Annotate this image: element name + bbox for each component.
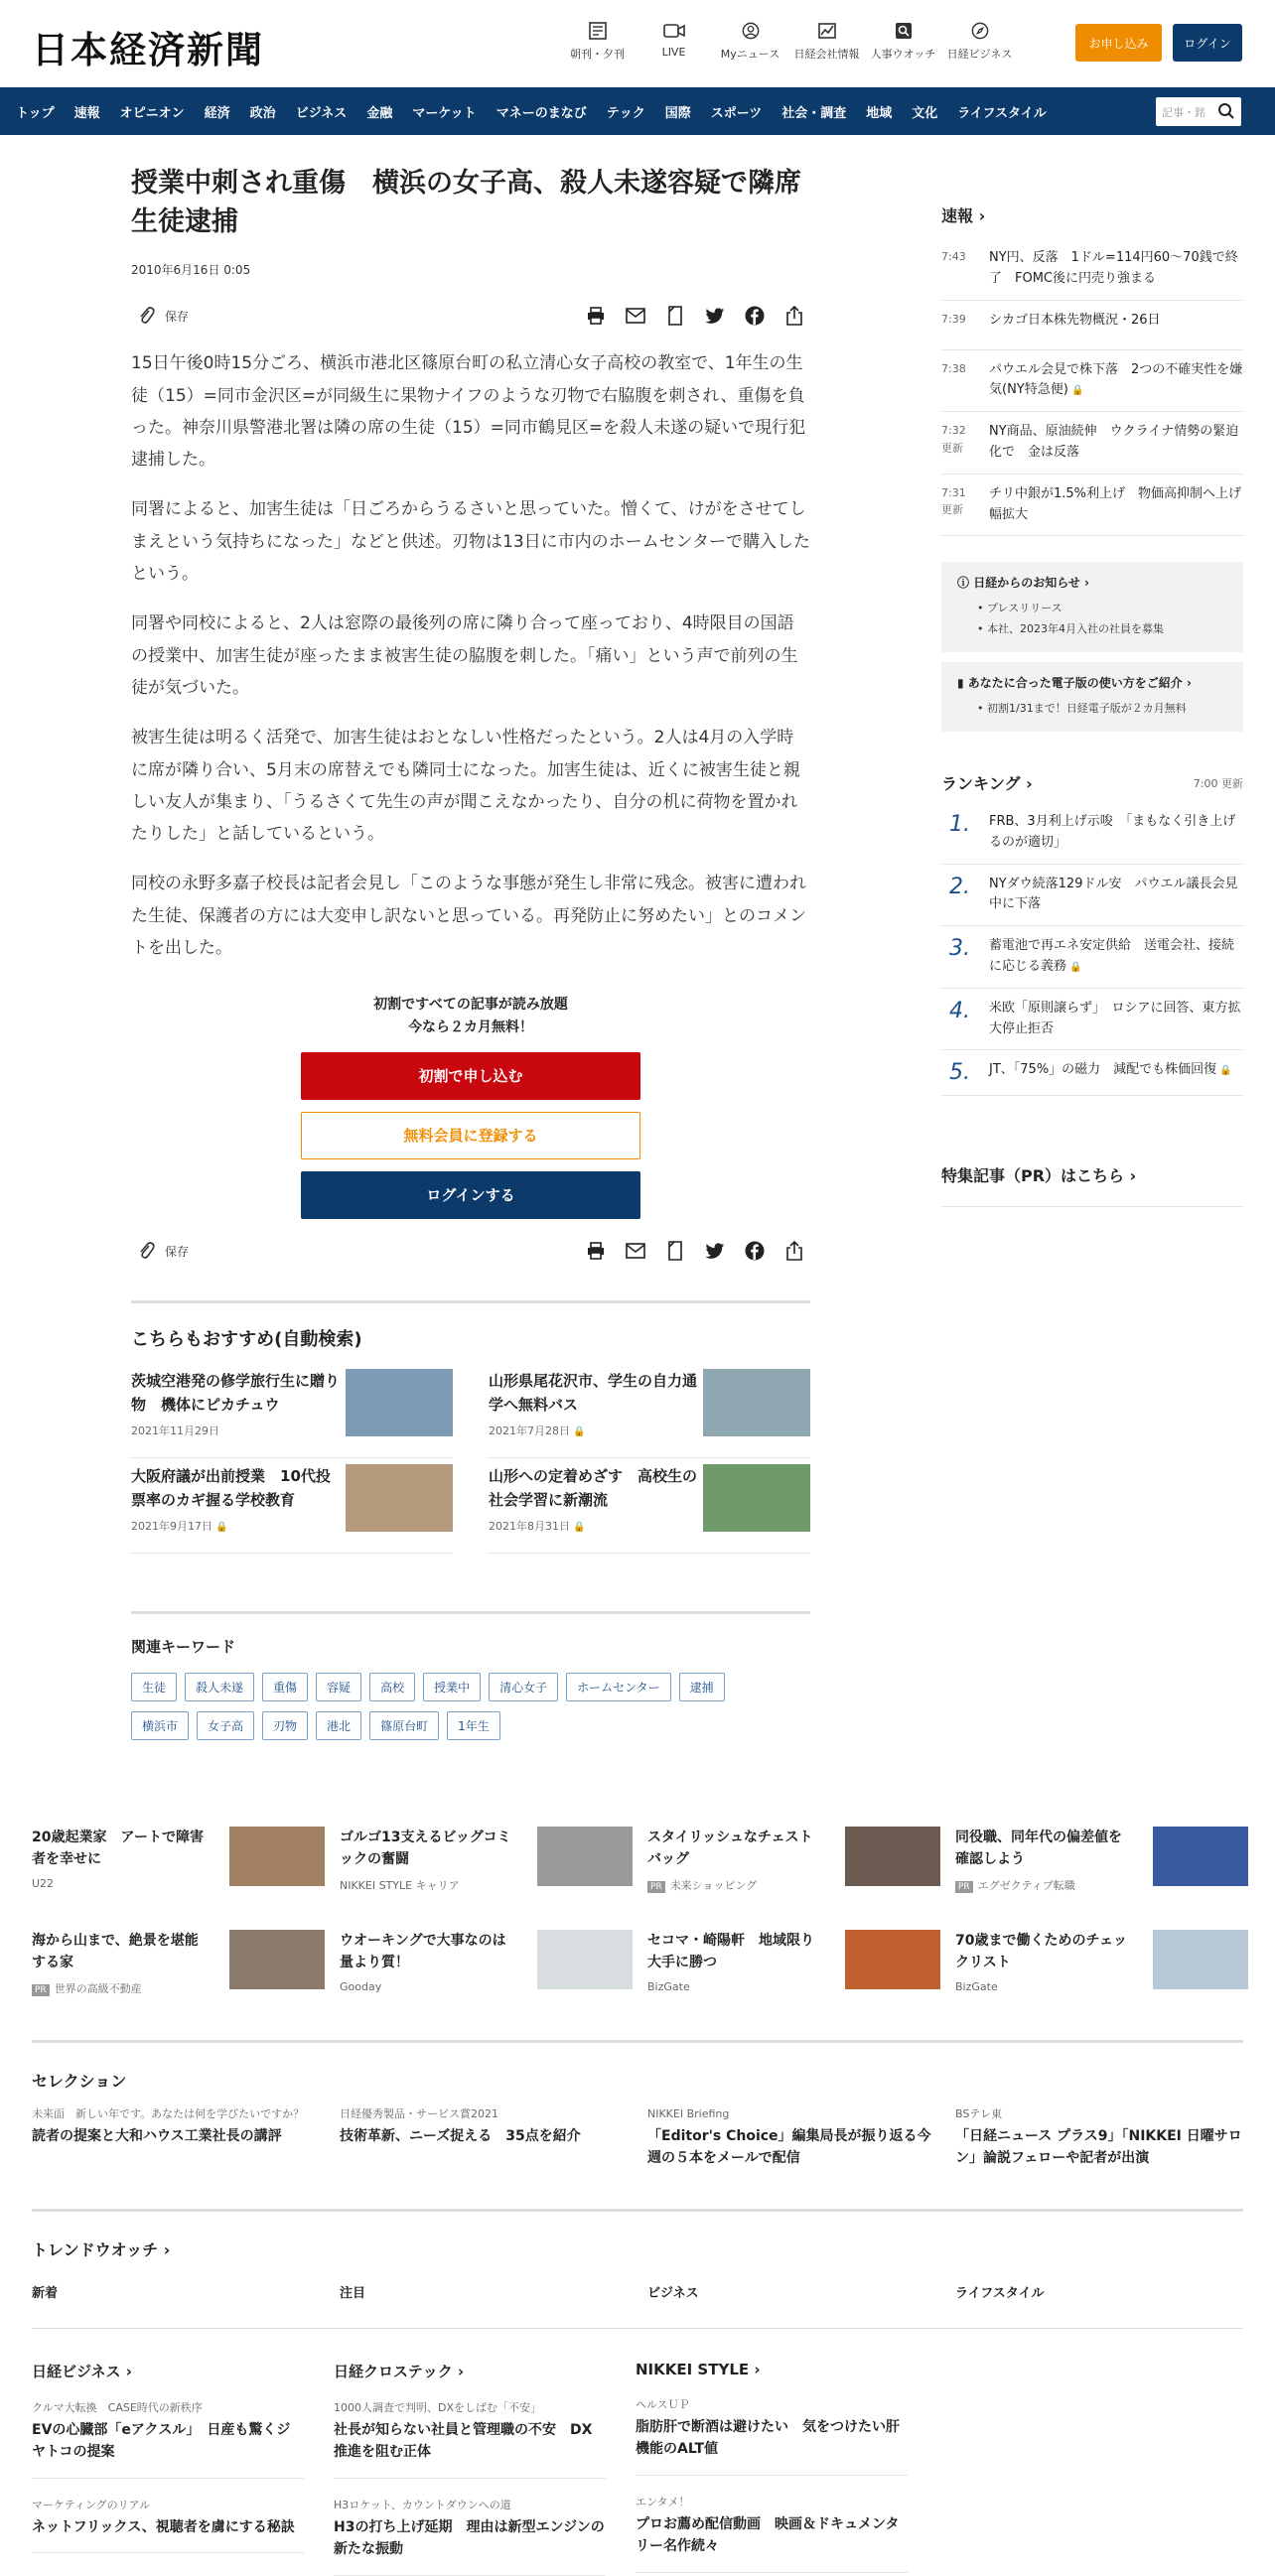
partner-item-label: クルマ大転換 CASE時代の新秩序 [32,2401,203,2414]
info-title: 日経からのお知らせ [973,576,1080,591]
header-link-paper[interactable] [559,20,636,62]
register-button[interactable]: 無料会員に登録する [301,1112,640,1159]
ad-item[interactable] [955,1827,1248,1902]
selection-item[interactable] [32,2105,325,2169]
keywords-section [131,1611,810,1740]
nav-item[interactable]: マーケット [412,105,477,121]
trend-tab[interactable]: 注目 [340,2286,366,2301]
partner-block [636,2361,908,2576]
login-button[interactable]: ログイン [1173,24,1242,62]
info-item-text: プレスリリース [987,602,1062,615]
sokuho-list [941,238,1243,536]
nav-item[interactable]: オピニオン [119,105,185,121]
site-header [0,0,1275,87]
selection-label: BSテレ東 [955,2107,1003,2120]
paywall [131,994,810,1219]
recommend-item-date: 2021年9月17日 [131,1520,212,1534]
nav-item[interactable]: 社会・調査 [781,105,847,121]
header-link-live[interactable] [636,20,712,62]
sokuho-time-col [941,360,989,402]
info-icon: ⓘ [957,576,970,591]
main-nav [0,87,1275,135]
search-input[interactable] [1156,97,1241,126]
selection-section [32,2040,1243,2169]
sokuho-text: NY商品、原油続伸 ウクライナ情勢の緊迫化で 金は反落 [989,424,1239,460]
sokuho-time: 7:32 [941,424,966,438]
ad-section [32,1827,1243,2005]
header-link-label: 日経ビジネス [946,48,1013,61]
selection-text: 「Editor's Choice」編集局長が振り返る今週の５本をメールで配信 [647,2127,931,2166]
sokuho-text-wrap [989,360,1243,402]
ad-source: エグゼクティブ転職 [977,1878,1075,1892]
trend-tab[interactable]: 新着 [32,2286,59,2301]
sokuho-time: 7:43 [941,250,966,263]
recommend-item[interactable] [131,1363,453,1458]
keyword-tag[interactable]: 逮捕 [679,1673,725,1701]
header-link-jinji[interactable] [865,20,941,62]
ranking-number: 1. [949,812,970,838]
subscribe-button[interactable]: 初割で申し込む [301,1052,640,1100]
selection-label: 日経優秀製品・サービス賞2021 [340,2107,498,2120]
info-list [977,599,1227,640]
ranking-section [941,771,1243,1096]
article-title: 授業中刺され重傷 横浜の女子高、殺人未遂容疑で隣席生徒逮捕 [131,168,801,238]
selection-label: 未来面 新しい年です。あなたは何を学びたいですか？ [32,2107,305,2120]
ad-image[interactable] [845,1827,940,1886]
partner-item-label: マーケティングのリアル [32,2498,151,2511]
keywords-list [131,1673,767,1740]
guide-heading[interactable]: ▮ あなたに合った電子版の使い方をご紹介 › [957,676,1192,691]
sokuho-item[interactable] [941,350,1243,413]
chart-icon [817,22,837,40]
ad-image[interactable] [537,1827,633,1886]
tokushu-label: 特集記事（PR）はこちら [941,1166,1125,1186]
sokuho-heading[interactable] [941,203,1243,226]
sokuho-text: チリ中銀が1.5%利上げ 物価高抑制へ上げ幅拡大 [989,485,1242,522]
keyword-tag[interactable]: 重傷 [262,1673,308,1701]
ranking-timestamp [1194,775,1243,791]
recommend-item-date: 2021年8月31日 [489,1520,570,1534]
sokuho-title: 速報 [941,206,974,225]
header-link-label: 日経会社情報 [793,48,860,61]
trend-columns [32,2282,1243,2301]
info-item[interactable]: • 本社、2023年4月入社の社員を募集 [977,622,1164,636]
ad-source: BizGate [647,1979,690,1993]
article-toolbar [131,300,810,330]
ad-title: 海から山まで、絶景を堪能する家 [32,1933,199,1971]
mail-icon[interactable] [624,1239,647,1263]
recommend-section [131,1300,810,1554]
partner-item-title[interactable]: EVの心臓部「eアクスル」 日産も驚くジヤトコの提案 [32,2419,304,2479]
keyword-tag[interactable]: 港北 [316,1711,361,1740]
chevron-right-icon: › [120,2363,132,2380]
ranking-number: 4. [949,998,970,1023]
search-person-icon [894,22,914,40]
ranking-header [941,771,1243,794]
ad-image[interactable] [845,1930,940,1989]
ad-item[interactable] [955,1930,1248,2005]
partner-blocks [32,2328,1243,2576]
ad-title: セコマ・崎陽軒 地域限り大手に勝つ [647,1933,814,1971]
keyword-tag[interactable]: 刃物 [262,1711,308,1740]
nav-item[interactable]: 金融 [366,105,393,121]
keyword-tag[interactable]: 殺人未遂 [185,1673,254,1701]
tokushu-link[interactable]: 特集記事（PR）はこちら › [941,1163,1243,1207]
selection-text: 「日経ニュース プラス9」「NIKKEI 日曜サロン」論説フェローや記者が出演 [955,2127,1242,2166]
recommend-item-date: 2021年7月28日 [489,1424,570,1438]
keywords-title: 関連キーワード [131,1638,236,1657]
article-paragraph: 同署や同校によると、2人は窓際の最後列の席に隣り合って座っており、4時限目の国語の授業中、加害生徒が座ったまま被害生徒の脇腹を刺した。「痛い」という声で前列の生徒が気づいた。 [131,613,798,698]
partner-item-label: H3ロケット、カウントダウンへの道 [334,2498,511,2511]
selection-title: セレクション [32,2072,127,2091]
sokuho-text-wrap [989,248,1243,290]
header-icon-bar [559,20,1018,62]
search-icon[interactable] [1217,102,1235,123]
ad-title: ウオーキングで大事なのは量より質！ [340,1933,506,1971]
sokuho-time: 7:39 [941,312,966,326]
ad-grid [32,1827,1243,2005]
recommend-grid [131,1363,810,1554]
ranking-text-wrap [989,936,1243,978]
keyword-tag[interactable]: 高校 [369,1673,415,1701]
pr-badge: PR [32,1984,50,1996]
lock-icon: 🔒 [1066,962,1082,974]
lock-icon: 🔒 [570,1426,586,1438]
recommend-item[interactable] [131,1458,453,1554]
nav-item[interactable]: テック [606,105,645,121]
info-item[interactable]: • プレスリリース [977,602,1062,615]
ad-title: スタイリッシュなチェストバッグ [647,1830,813,1868]
ranking-number: 3. [949,936,970,962]
partner-item-title[interactable]: H3の打ち上げ延期 理由は新型エンジンの新たな振動 [334,2516,606,2576]
ad-source: 世界の高級不動産 [54,1981,142,1995]
sokuho-time-col [941,248,989,290]
selection-grid [32,2105,1243,2169]
lock-icon: 🔒 [570,1522,586,1534]
mail-icon[interactable] [624,304,647,328]
selection-item[interactable] [340,2105,633,2169]
recommend-item-title: 大阪府議が出前授業 10代投票率のカギ握る学校教育 [131,1467,331,1510]
ad-item[interactable] [340,1930,633,2005]
article-paragraph: 同署によると、加害生徒は「日ごろからうるさいと思っていた。憎くて、けがをさせてしまえという気持ちになった」などと供述。刃物は13日に市内のホームセンターで購入したという。 [131,499,810,585]
keyword-tag[interactable]: 清心女子 [489,1673,558,1701]
recommend-thumbnail[interactable] [346,1464,453,1532]
sokuho-time-col [941,484,989,526]
newspaper-icon [588,22,608,40]
print-icon[interactable] [584,304,608,328]
sokuho-text: パウエル会見で株下落 2つの不確実性を嫌気(NY特急便) [989,361,1243,398]
selection-item[interactable] [647,2105,940,2169]
apply-button[interactable]: お申し込み [1075,24,1162,62]
article-date: 2010年6月16日 0:05 [131,263,251,278]
ranking-time: 7:00 [1193,776,1218,790]
ranking-item[interactable] [941,989,1243,1051]
twitter-icon[interactable] [703,304,727,328]
nav-item[interactable]: マネーのまなび [496,105,587,121]
save-button[interactable] [137,1241,189,1261]
save-label: 保存 [165,1244,190,1259]
ranking-title: ランキング [941,774,1021,794]
header-link-label: Myニュース [720,48,780,61]
trend-tab[interactable]: ビジネス [647,2286,699,2301]
header-link-company[interactable] [788,20,865,62]
ad-source: U22 [32,1876,55,1890]
nav-item[interactable]: 国際 [664,105,691,121]
sokuho-item[interactable] [941,412,1243,475]
article-paragraph: 15日午後0時15分ごろ、横浜市港北区篠原台町の私立清心女子高校の教室で、1年生の生徒（15）=同市金沢区=が同級生に果物ナイフのような刃物で右脇腹を刺され、重傷を負った。神奈川県警港北署は隣の席の生徒（15）=同市鶴見区=を殺人未遂の疑いで現行犯逮捕した。 [131,353,806,471]
article-paragraph: 同校の永野多嘉子校長は記者会見し「このような事態が発生し非常に残念。被害に遭われた生徒、保護者の方には大変申し訳ないと思っている。再発防止に努めたい」とのコメントを出した。 [131,874,806,959]
partner-block-heading[interactable] [32,2361,304,2381]
twitter-icon[interactable] [703,1239,727,1263]
ranking-text: 蓄電池で再エネ安定供給 送電会社、接続に応じる義務 [989,938,1235,975]
ranking-number: 5. [949,1060,970,1086]
recommend-title: こちらもおすすめ(自動検索) [131,1329,362,1351]
memo-icon[interactable] [663,1239,687,1263]
bookmark-icon: ▮ [957,676,964,691]
nav-item[interactable]: ビジネス [295,105,348,121]
ranking-text: NYダウ続落129ドル安 パウエル議長会見中に下落 [989,876,1238,912]
ranking-heading[interactable]: ランキング › [941,774,1033,794]
ranking-number: 2. [949,874,970,899]
save-label: 保存 [165,309,190,324]
partner-item-title[interactable]: 社長が知らない社員と管理職の不安 DX推進を阻む正体 [334,2419,606,2479]
ranking-text-wrap [989,1060,1243,1085]
header-link-label: LIVE [661,46,686,59]
facebook-icon[interactable] [743,304,767,328]
ad-source: Gooday [340,1979,382,1993]
partner-block [334,2361,606,2576]
trend-section [32,2209,1243,2301]
chevron-right-icon: › [978,206,986,225]
lock-icon: 🔒 [1067,385,1084,397]
ad-title: 同役職、同年代の偏差値を確認しよう [955,1830,1122,1868]
nav-item[interactable]: ライフスタイル [957,105,1047,121]
paywall-login-button[interactable]: ログインする [301,1171,640,1219]
sokuho-text-wrap [989,422,1243,464]
ad-image[interactable] [1153,1930,1248,1989]
recommend-item-title: 山形県尾花沢市、学生の自力通学へ無料バス [489,1372,698,1415]
lock-icon: 🔒 [212,1522,228,1534]
sokuho-text-wrap [989,484,1243,526]
ad-image[interactable] [229,1930,325,1989]
keyword-tag[interactable]: 生徒 [131,1673,177,1701]
partner-item-label: エンタメ！ [636,2495,690,2508]
ad-image[interactable] [1153,1827,1248,1886]
pr-badge: PR [955,1881,973,1893]
ranking-item[interactable] [941,865,1243,927]
ad-title: 70歳まで働くためのチェックリスト [955,1933,1128,1971]
ranking-updated: 更新 [1221,776,1243,790]
sokuho-updated: 更新 [941,441,963,455]
pr-badge: PR [647,1881,665,1893]
ad-item[interactable] [647,1930,940,2005]
partner-item-label: 1000人調査で判明、DXをしばむ「不安」 [334,2401,541,2414]
ranking-item[interactable] [941,1050,1243,1096]
ranking-item[interactable] [941,926,1243,989]
nav-list [16,87,1066,135]
ad-source: BizGate [955,1979,998,1993]
partner-item-title[interactable]: ネットフリックス、視聴者を虜にする秘訣 [32,2516,304,2553]
trend-heading[interactable]: トレンドウオッチ › [32,2240,171,2259]
nav-item[interactable]: 経済 [204,105,230,121]
ranking-text-wrap [989,999,1243,1040]
search-placeholder: 記事・銘 [1162,106,1205,119]
ranking-text-wrap [989,875,1243,916]
sokuho-time-col [941,311,989,339]
ranking-text-wrap [989,812,1243,854]
recommend-thumbnail[interactable] [703,1369,810,1436]
article-column [131,164,810,1740]
recommend-item[interactable] [489,1363,810,1458]
partner-block-heading[interactable] [334,2361,606,2381]
selection-label: NIKKEI Briefing [647,2107,730,2120]
header-link-label: 人事ウオッチ [870,48,936,61]
selection-text: 読者の提案と大和ハウス工業社長の講評 [32,2127,282,2144]
ad-source: NIKKEI STYLE キャリア [340,1878,460,1892]
chevron-right-icon: › [749,2361,761,2378]
selection-item[interactable] [955,2105,1248,2169]
partner-item-title[interactable]: 脂肪肝で断酒は避けたい 気をつけたい肝機能のALT値 [636,2416,908,2476]
sokuho-text: シカゴ日本株先物概況・26日 [989,312,1161,328]
keyword-tag[interactable]: 篠原台町 [369,1711,439,1740]
keyword-tag[interactable]: 横浜市 [131,1711,189,1740]
facebook-icon[interactable] [743,1239,767,1263]
sokuho-text-wrap [989,311,1243,339]
sokuho-item[interactable] [941,238,1243,301]
sokuho-text: NY円、反落 1ドル=114円60～70銭で終了 FOMC後に円売り強まる [989,250,1238,286]
info-heading[interactable]: ⓘ 日経からのお知らせ › [957,576,1089,591]
share-icon[interactable] [782,1239,806,1263]
nav-item[interactable]: 速報 [73,105,100,121]
partner-item-label: ヘルスＵＰ [636,2398,690,2411]
lock-icon: 🔒 [1216,1065,1232,1077]
recommend-item-date: 2021年11月29日 [131,1424,219,1438]
guide-item-text: 初割1/31まで！日経電子版が２カ月無料 [987,702,1187,716]
site-logo[interactable]: 日本経済新聞 [32,28,264,71]
header-link-mynews[interactable] [712,20,788,62]
nav-item[interactable]: トップ [16,105,55,121]
keyword-tag[interactable]: ホームセンター [566,1673,671,1701]
paperclip-icon [137,306,155,326]
ranking-item[interactable] [941,802,1243,865]
nav-item[interactable]: 地域 [866,105,893,121]
recommend-thumbnail[interactable] [703,1464,810,1532]
header-link-business[interactable] [941,20,1018,62]
paywall-line-2: 今なら２カ月無料！ [408,1018,533,1035]
info-box [941,562,1243,652]
keyword-tag[interactable]: 女子高 [197,1711,254,1740]
recommend-item-title: 茨城空港発の修学旅行生に贈り物 機体にピカチュウ [131,1372,341,1415]
sidebar [941,203,1243,1207]
user-icon [741,22,761,40]
guide-item[interactable]: • 初割1/31まで！日経電子版が２カ月無料 [977,702,1187,716]
recommend-thumbnail[interactable] [346,1369,453,1436]
partner-block-heading[interactable] [636,2361,908,2378]
sokuho-item[interactable] [941,475,1243,537]
header-link-label: 朝刊・夕刊 [570,48,625,61]
partner-block [32,2361,304,2576]
compass-icon [970,22,990,40]
keyword-tag[interactable]: 授業中 [423,1673,481,1701]
nav-item[interactable]: 政治 [249,105,276,121]
sokuho-time: 7:38 [941,361,966,375]
share-buttons [584,304,806,328]
ad-source: 未来ショッピング [669,1878,758,1892]
article-body [131,347,810,964]
trend-title: トレンドウオッチ [32,2240,159,2259]
info-item-text: 本社、2023年4月入社の社員を募集 [987,622,1164,636]
nav-item[interactable]: 文化 [912,105,938,121]
ad-image[interactable] [229,1827,325,1886]
ranking-list [941,802,1243,1096]
recommend-item-title: 山形への定着めざす 高校生の社会学習に新潮流 [489,1467,698,1510]
sokuho-updated: 更新 [941,503,963,517]
nav-item[interactable]: スポーツ [710,105,763,121]
guide-title: あなたに合った電子版の使い方をご紹介 [967,676,1183,691]
trend-tab[interactable]: ライフスタイル [955,2286,1045,2301]
guide-list [977,699,1227,720]
ranking-text: FRB、3月利上げ示唆 「まもなく引き上げるのが適切」 [989,814,1236,850]
ad-image[interactable] [537,1930,633,1989]
memo-icon[interactable] [663,304,687,328]
partner-block-title: 日経ビジネス [32,2363,121,2380]
guide-box [941,662,1243,732]
ad-item[interactable] [32,1827,325,1902]
article-paragraph: 被害生徒は明るく活発で、加害生徒はおとなしい性格だったという。2人は4月の入学時に席が隣り合い、5月末の席替えでも隣同士になった。加害生徒は、近くに被害生徒と親しい友人が集まり、「うるさくて先生の声が聞こえなかったり、自分の机に荷物を置かれたりした」と話しているという。 [131,728,800,845]
partner-block-title: 日経クロステック [334,2363,453,2380]
ad-item[interactable] [647,1827,940,1902]
keyword-tag[interactable]: 容疑 [316,1673,361,1701]
partner-block-title: NIKKEI STYLE [636,2361,750,2378]
ranking-text: 米欧「原則譲らず」 ロシアに回答、東方拡大停止拒否 [989,1000,1241,1036]
partner-item-title[interactable]: プロお薦め配信動画 映画＆ドキュメンタリー名作続々 [636,2513,908,2573]
article-toolbar-bottom [131,1235,810,1265]
recommend-item[interactable] [489,1458,810,1554]
selection-text: 技術革新、ニーズ捉える 35点を紹介 [340,2127,581,2144]
ranking-text: JT、「75%」の磁力 減配でも株価回復 [989,1062,1217,1078]
ad-title: ゴルゴ13支えるビッグコミックの奮闘 [340,1830,511,1868]
sokuho-item[interactable] [941,301,1243,350]
keyword-tag[interactable]: 1年生 [447,1711,500,1740]
save-button[interactable] [137,306,189,326]
paperclip-icon [137,1241,155,1261]
print-icon[interactable] [584,1239,608,1263]
sokuho-time: 7:31 [941,485,966,499]
ad-item[interactable] [32,1930,325,2005]
sokuho-time-col [941,422,989,464]
share-buttons [584,1239,806,1263]
ad-title: 20歳起業家 アートで障害者を幸せに [32,1830,205,1868]
ad-item[interactable] [340,1827,633,1902]
share-icon[interactable] [782,304,806,328]
paywall-line-1: 初割ですべての記事が読み放題 [373,997,568,1014]
video-icon [663,22,685,40]
chevron-right-icon: › [452,2363,465,2380]
